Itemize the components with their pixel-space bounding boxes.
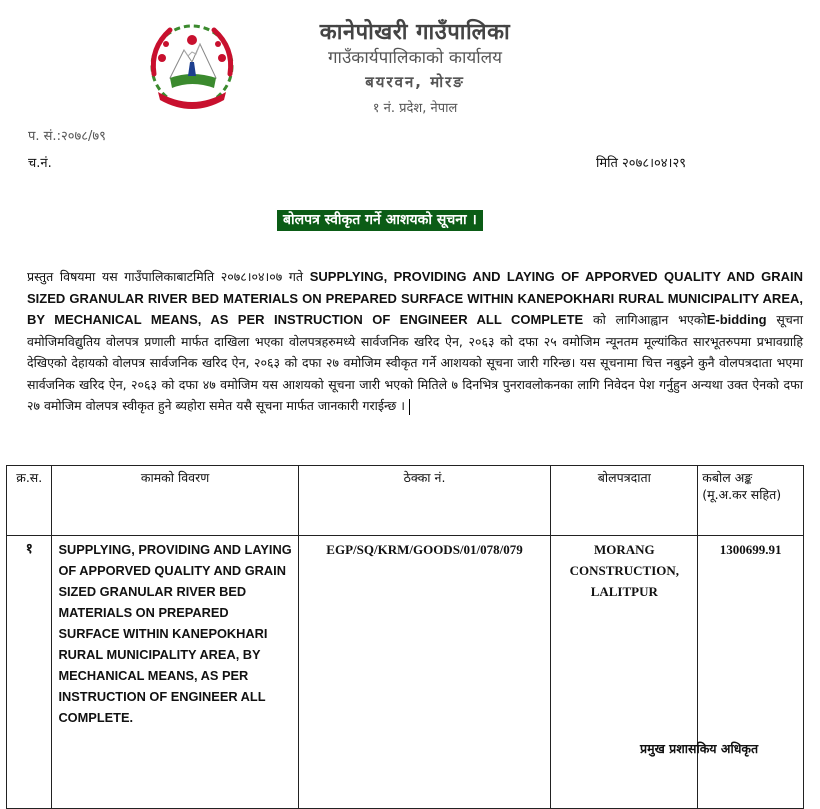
header-sn: क्र.स. — [7, 466, 52, 536]
signatory-title: प्रमुख प्रशासकिय अधिकृत — [640, 741, 759, 756]
header-amount: कबोल अङ्क (मू.अ.कर सहित) — [698, 466, 804, 536]
award-table — [6, 465, 804, 809]
header-contract-no: ठेक्का नं. — [298, 466, 551, 536]
office-name: गाउँकार्यपालिकाको कार्यालय — [327, 48, 503, 68]
province-line: १ नं. प्रदेश, नेपाल — [372, 101, 458, 116]
body-rest: सूचना वमोजिमविद्युतिय वोलपत्र प्रणाली मार्फत दाखिला भएका वोलपत्रहरुमध्ये सार्वजनिक खरिद ऐन, २०६३ को दफा २५ वमोजिम न्यूनतम मूल्यांकित सारभूतरुपमा प्रभावग्राहि देखिएको देहायको वोलपत्र सार्वजनिक खरिद ऐन, २०६३ को दफा २७ वमोजिम स्वीकृत गर्ने आशयको सूचना जारी गरिन्छ। यस सूचनामा चित्त नबुझ्ने कुनै वोलपत्रदाता भएमा सार्वजनिक खरिद ऐन, २०६३ को दफा ४७ वमोजिम यस आशयको सूचना जारी भएको मितिले ७ दिनभित्र पुनरावलोकनका लागि निवेदन पेश गर्नुहुन अन्यथा उक्त ऐनको दफा २७ वमोजिम वोलपत्र स्वीकृत हुने ब्यहोरा समेत यसै सूचना मार्फत जानकारी गराईन्छ । — [27, 312, 803, 413]
cell-description: SUPPLYING, PROVIDING AND LAYING OF APPORVED QUALITY AND GRAIN SIZED GRANULAR RIVER BED MATERIALS ON PREPARED SURFACE WITHIN KANEPOKHARI RURAL MUNICIPALITY AREA, BY MECHANICAL MEANS, AS PER INSTRUCTION OF ENGINEER ALL COMPLETE. — [52, 536, 298, 809]
office-location: बयरवन, मोरङ — [365, 73, 465, 91]
text-cursor-mark — [409, 399, 410, 415]
body-connector: को लागिआह्वान भएको — [593, 312, 707, 327]
notice-title: बोलपत्र स्वीकृत गर्ने आशयको सूचना । — [277, 210, 483, 231]
letter-number: प. सं.:२०७८/७९ — [28, 129, 106, 144]
cell-contract-no: EGP/SQ/KRM/GOODS/01/078/079 — [298, 536, 551, 809]
table-row — [7, 536, 804, 809]
table-header-row — [7, 466, 804, 536]
header-bidder: बोलपत्रदाता — [551, 466, 698, 536]
cell-amount: 1300699.91 — [698, 536, 804, 809]
body-bidding-term: E-bidding — [706, 312, 767, 327]
org-name: कानेपोखरी गाउँपालिका — [319, 20, 511, 45]
body-intro: प्रस्तुत विषयमा यस गाउँपालिकाबाटमिति २०७८।०४।०७ गते — [27, 269, 304, 284]
dispatch-number: च.नं. — [28, 156, 52, 171]
body-work-title: SUPPLYING, PROVIDING AND LAYING OF APPORVED QUALITY AND GRAIN SIZED GRANULAR RIVER BED MATERIALS ON PREPARED SURFACE WITHIN KANEPOKHARI RURAL MUNICIPALITY AREA, BY MECHANICAL MEANS, AS PER INSTRUCTION OF ENGINEER ALL COMPLETE — [27, 269, 803, 327]
cell-bidder: MORANG CONSTRUCTION, LALITPUR — [551, 536, 698, 809]
nepal-government-emblem-icon — [140, 14, 244, 118]
cell-sn: १ — [7, 536, 52, 809]
notice-date: मिति २०७८।०४।२९ — [596, 156, 686, 171]
header-description: कामको विवरण — [52, 466, 298, 536]
notice-body — [27, 266, 803, 417]
